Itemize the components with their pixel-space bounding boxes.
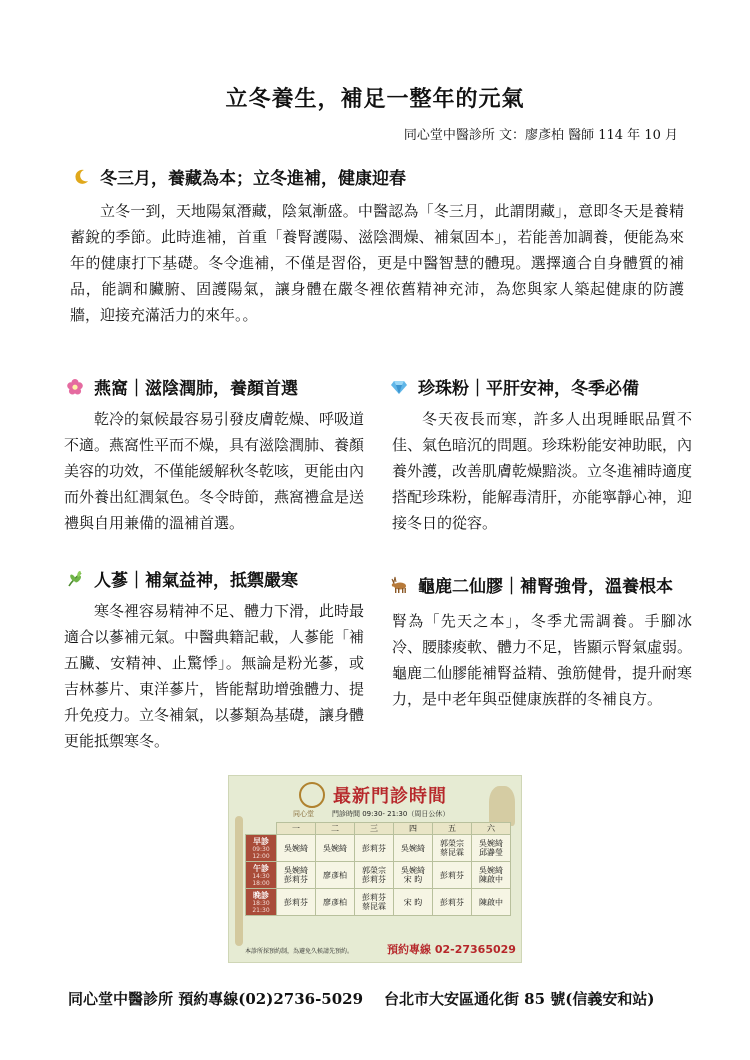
doctor-cell: 彭莉芬 (355, 835, 394, 862)
day-header: 四 (394, 823, 433, 835)
doctor-cell: 廖彥柏 (316, 862, 355, 889)
intro-heading-row (70, 164, 406, 189)
section-heading-row (388, 572, 673, 597)
doctor-cell: 陳啟中 (472, 889, 511, 916)
doctor-cell: 廖彥柏 (316, 889, 355, 916)
doctor-cell: 吳婉綺 (394, 835, 433, 862)
footer-address: 台北市大安區通化街 85 號(信義安和站) (383, 990, 655, 1008)
intro-heading: 冬三月，養藏為本；立冬進補，健康迎春 (100, 169, 406, 189)
doctor-cell: 吳婉綺 (277, 835, 316, 862)
section-heading: 龜鹿二仙膠｜補腎強骨，溫養根本 (418, 577, 673, 597)
byline: 同心堂中醫診所 文：廖彥柏 醫師 114 年 10 月 (403, 128, 678, 143)
doctor-cell: 吳婉綺 彭莉芬 (277, 862, 316, 889)
intro-body: 立冬一到，天地陽氣潛藏，陰氣漸盛。中醫認為「冬三月，此謂閉藏」，意即冬天是養精蓄銳的季節。此時進補，首重「養腎護陽、滋陰潤燥、補氣固本」，若能善加調養，便能為來年的健康打下基礎。冬令進補，不僅是習俗，更是中醫智慧的體現。選擇適合自身體質的補品，能調和臟腑、固護陽氣，讓身體在嚴冬裡依舊精神充沛，為您與家人築起健康的防護牆，迎接充滿活力的來年。。 (70, 202, 684, 324)
doctor-cell: 宋 昀 (394, 889, 433, 916)
clinic-logo-text: 同心堂 (293, 810, 314, 818)
schedule-title: 最新門診時間 (333, 786, 447, 807)
doctor-cell: 彭莉芬 (433, 862, 472, 889)
deer-icon (388, 574, 410, 596)
clinic-logo (299, 782, 325, 808)
doctor-cell: 彭莉芬 蔡昆霖 (355, 889, 394, 916)
gem-icon (388, 376, 410, 398)
period-cell: 早診 09:30 12:00 (246, 835, 277, 862)
day-header: 五 (433, 823, 472, 835)
doctor-cell: 吳婉綺 邱瀞瑩 (472, 835, 511, 862)
footer-phone: 預約專線(02)2736-5029 (178, 990, 364, 1008)
doctor-cell: 吳婉綺 宋 昀 (394, 862, 433, 889)
doctor-cell: 吳婉綺 陳啟中 (472, 862, 511, 889)
day-header: 六 (472, 823, 511, 835)
herb-icon (64, 568, 86, 590)
section-heading: 珍珠粉｜平肝安神，冬季必備 (418, 379, 639, 399)
section-heading: 人蔘｜補氣益神，抵禦嚴寒 (94, 571, 298, 591)
ginseng-decoration (235, 816, 243, 946)
doctor-cell: 彭莉芬 (277, 889, 316, 916)
clinic-schedule-panel (228, 775, 522, 963)
section-heading-row (64, 566, 298, 591)
doctor-cell: 郭榮宗 蔡昆霖 (433, 835, 472, 862)
section-heading-row (64, 374, 298, 399)
moon-icon (70, 166, 92, 188)
schedule-header-row (246, 823, 511, 835)
doctor-cell: 彭莉芬 (433, 889, 472, 916)
section-heading-row (388, 374, 639, 399)
doctor-cell: 吳婉綺 (316, 835, 355, 862)
schedule-hotline: 預約專線 02-27365029 (387, 943, 516, 956)
footer-clinic: 同心堂中醫診所 (68, 990, 174, 1008)
flower-icon (64, 376, 86, 398)
schedule-table (245, 822, 511, 916)
doctor-cell: 郭榮宗 彭莉芬 (355, 862, 394, 889)
day-header: 二 (316, 823, 355, 835)
section-heading: 燕窩｜滋陰潤肺，養顏首選 (94, 379, 298, 399)
period-cell: 午診 14:30 18:00 (246, 862, 277, 889)
schedule-note: 本診所採預約制，為避免久候請先預約。 (245, 948, 354, 955)
day-header: 一 (277, 823, 316, 835)
section-body: 乾冷的氣候最容易引發皮膚乾燥、呼吸道不適。燕窩性平而不燥，具有滋陰潤肺、養顏美容的功效，不僅能緩解秋冬乾咳，更能由內而外養出紅潤氣色。冬令時節，燕窩禮盒是送禮與自用兼備的溫補首選。 (64, 410, 365, 532)
day-header: 三 (355, 823, 394, 835)
jar-decoration (489, 786, 515, 826)
schedule-row (246, 862, 511, 889)
section-body: 腎為「先天之本」，冬季尤需調養。手腳冰冷、腰膝痠軟、體力不足，皆顯示腎氣虛弱。龜鹿二仙膠能補腎益精、強筋健骨，提升耐寒力，是中老年與亞健康族群的冬補良方。 (392, 612, 693, 708)
schedule-row (246, 835, 511, 862)
schedule-subtitle: 門診時間 09:30- 21:30（周日公休） (332, 810, 450, 818)
section-body: 寒冬裡容易精神不足、體力下滑，此時最適合以蔘補元氣。中醫典籍記載，人蔘能「補五臟、安精神、止驚悸」。無論是粉光蔘，或吉林蔘片、東洋蔘片，皆能幫助增強體力、提升免疫力。立冬補氣，以蔘類為基礎，讓身體更能抵禦寒冬。 (64, 602, 365, 750)
page-title: 立冬養生，補足一整年的元氣 (225, 86, 525, 112)
section-body: 冬天夜長而寒，許多人出現睡眠品質不佳、氣色暗沉的問題。珍珠粉能安神助眠，內養外護，改善肌膚乾燥黯淡。立冬進補時適度搭配珍珠粉，能解毒清肝，亦能寧靜心神，迎接冬日的從容。 (392, 410, 693, 532)
footer (68, 988, 654, 1009)
schedule-row (246, 889, 511, 916)
period-cell: 晚診 18:30 21:30 (246, 889, 277, 916)
